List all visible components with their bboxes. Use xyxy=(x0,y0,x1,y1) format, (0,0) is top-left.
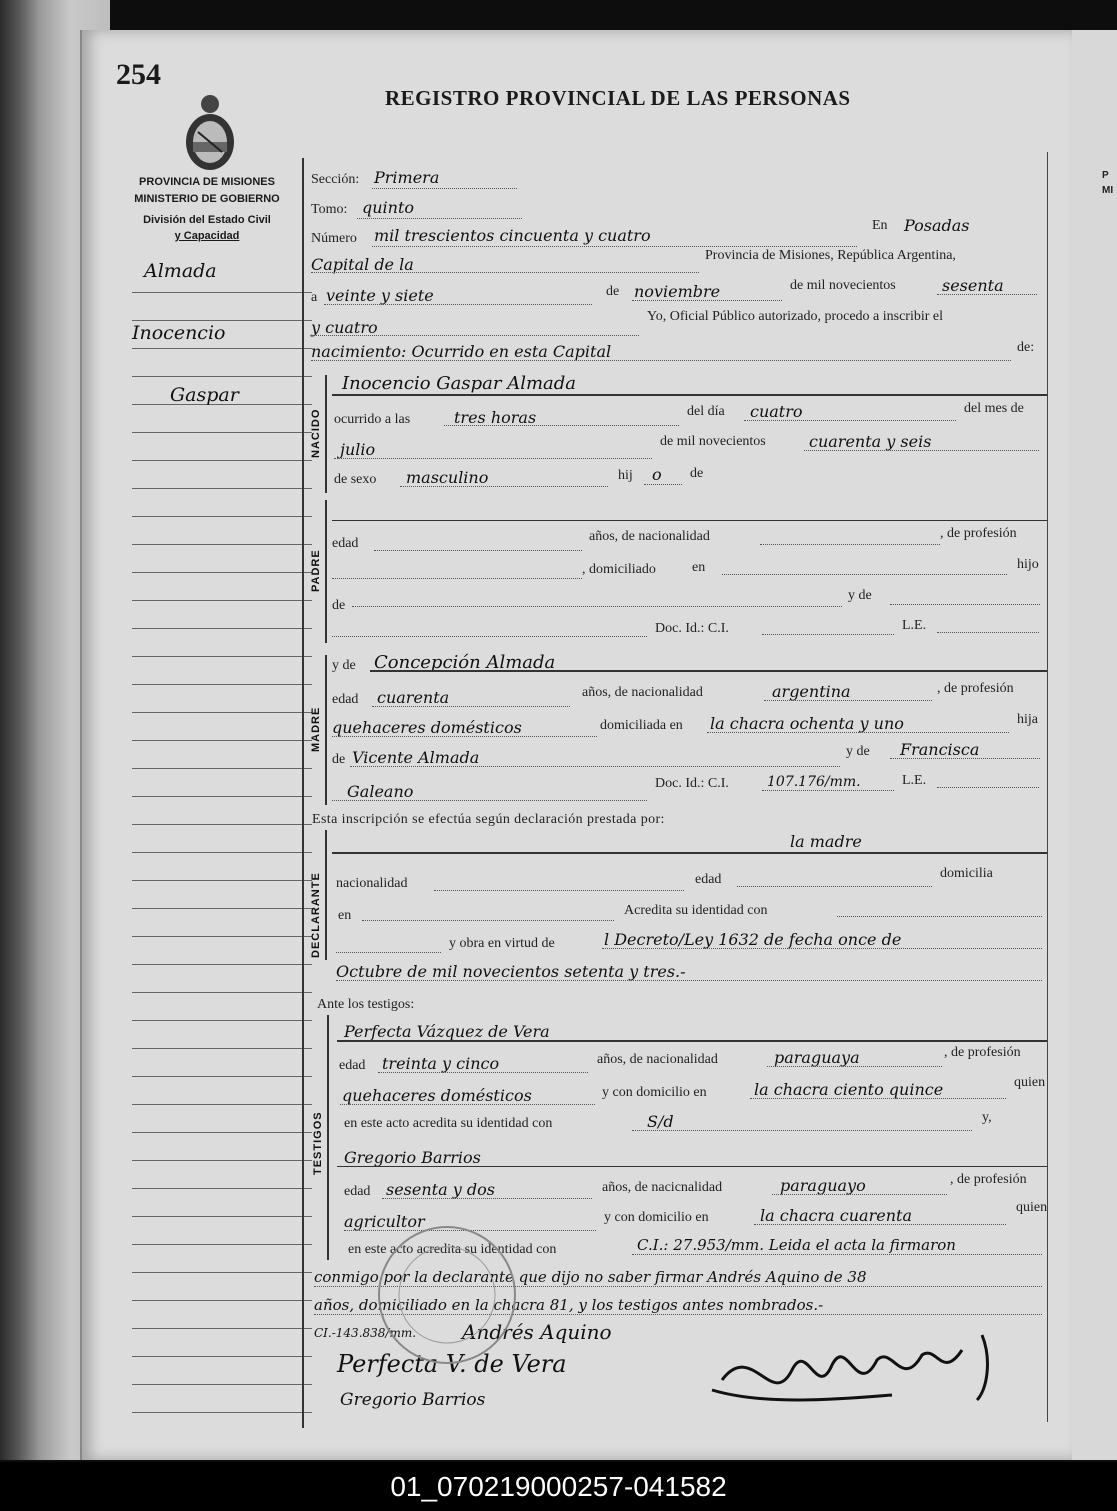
day-value: veinte y siete xyxy=(326,286,434,305)
division-heading: División del Estado Civil xyxy=(143,214,271,226)
declarante-virtud-value: l Decreto/Ley 1632 de fecha once de xyxy=(604,930,902,949)
day-label: del día xyxy=(687,404,725,419)
seccion-label: Sección: xyxy=(311,172,360,187)
witness2-nacionalidad-label: años, de nacicnalidad xyxy=(602,1180,723,1195)
hour-label: ocurrido a las xyxy=(334,412,411,427)
year-value-2: y cuatro xyxy=(311,318,378,337)
seccion-value: Primera xyxy=(374,168,440,187)
declarante-intro: Esta inscripción se efectúa según declaración prestada por: xyxy=(312,812,665,827)
witness1-domicilio-label: y con domicilio en xyxy=(602,1085,707,1100)
declarante-en-label: en xyxy=(338,908,352,923)
testigos-intro: Ante los testigos: xyxy=(317,997,415,1012)
nacido-name: Inocencio Gaspar Almada xyxy=(342,373,576,394)
padre-domicilio-label: , domiciliado xyxy=(582,562,656,577)
witness2-profesion-label: , de profesión xyxy=(950,1172,1027,1187)
madre-doc-value: 107.176/mm. xyxy=(767,774,861,790)
nacido-section-label: NACIDO xyxy=(310,408,322,458)
closing-line-2: años, domiciliado en la chacra 81, y los testigos antes nombrados.- xyxy=(314,1296,824,1314)
witness2-domicilio-label: y con domicilio en xyxy=(604,1210,709,1225)
place-value: Capital de la xyxy=(311,255,414,274)
madre-name: Concepción Almada xyxy=(374,652,556,673)
tomo-label: Tomo: xyxy=(311,202,348,217)
hijo-de-label: de xyxy=(690,466,704,481)
month-label: del mes de xyxy=(964,401,1024,416)
witness1-profesion-value: quehaceres domésticos xyxy=(342,1086,532,1105)
margin-first-name: Inocencio xyxy=(132,322,226,344)
madre-edad-label: edad xyxy=(332,692,359,707)
witness1-nacionalidad-value: paraguaya xyxy=(774,1048,860,1067)
witness2-edad-value: sesenta y dos xyxy=(386,1180,495,1199)
madre-yde-label: y de xyxy=(332,658,356,673)
ministry-heading: MINISTERIO DE GOBIERNO xyxy=(134,193,280,205)
witness2-edad-label: edad xyxy=(344,1184,371,1199)
witness1-doc-value: S/d xyxy=(647,1112,674,1131)
en-value: Posadas xyxy=(904,216,970,235)
madre-hija-label: hija xyxy=(1017,712,1038,727)
madre-mother-value-2: Galeano xyxy=(347,782,414,801)
right-border xyxy=(1047,152,1048,1422)
official-stamp-icon xyxy=(372,1220,522,1370)
margin-second-name: Gaspar xyxy=(170,384,239,406)
declarante-acredita-label: Acredita su identidad con xyxy=(624,903,768,918)
signature-perfecta: Perfecta V. de Vera xyxy=(337,1350,567,1378)
birth-month-value: julio xyxy=(340,440,376,459)
date-de-label: de xyxy=(606,284,620,299)
witness2-acredita-label: en este acto acredita su identidad con xyxy=(348,1242,557,1257)
closing-line-1: conmigo por la declarante que dijo no saber firmar Andrés Aquino de 38 xyxy=(314,1268,867,1286)
nacido-bracket xyxy=(325,375,327,493)
testigos-bracket xyxy=(327,1015,329,1260)
madre-mother-value: Francisca xyxy=(900,740,980,759)
numero-label: Número xyxy=(311,231,357,246)
witness1-quien-label: quien xyxy=(1014,1075,1046,1090)
sex-label: de sexo xyxy=(334,472,377,487)
signature-andres-aquino: Andrés Aquino xyxy=(462,1320,612,1344)
province-heading: PROVINCIA DE MISIONES xyxy=(139,176,275,188)
witness2-name: Gregorio Barrios xyxy=(344,1148,481,1167)
file-id-footer: 01_070219000257-041582 xyxy=(0,1462,1117,1511)
birth-year-value: cuarenta y seis xyxy=(809,432,932,451)
madre-father-value: Vicente Almada xyxy=(352,748,480,767)
page-title: REGISTRO PROVINCIAL DE LAS PERSONAS xyxy=(385,86,851,110)
testigos-section-label: TESTIGOS xyxy=(312,1111,324,1175)
madre-doc-label: Doc. Id.: C.I. xyxy=(655,776,729,791)
closing-line-3: CI.-143.838/mm. xyxy=(314,1326,417,1340)
sex-value: masculino xyxy=(406,468,489,487)
madre-profesion-label: , de profesión xyxy=(937,681,1014,696)
witness1-acredita-label: en este acto acredita su identidad con xyxy=(344,1116,553,1131)
year-prefix: de mil novecientos xyxy=(790,278,896,293)
column-divider xyxy=(302,158,304,1428)
padre-edad-label: edad xyxy=(332,536,359,551)
tomo-value: quinto xyxy=(362,198,415,217)
capacity-heading: y Capacidad xyxy=(174,230,240,242)
padre-yde-label: y de xyxy=(848,588,872,603)
coat-of-arms-icon xyxy=(182,92,238,172)
madre-domicilio-label: domiciliada en xyxy=(600,718,683,733)
declarante-virtud-value-2: Octubre de mil novecientos setenta y tres.- xyxy=(336,962,686,981)
birth-year-label: de mil novecientos xyxy=(660,434,766,449)
madre-domicilio-value: la chacra ochenta y uno xyxy=(710,714,904,733)
declarante-nacionalidad-label: nacionalidad xyxy=(336,876,408,891)
declarante-name: la madre xyxy=(790,832,862,851)
en-label: En xyxy=(872,218,888,233)
madre-yde2-label: y de xyxy=(846,744,870,759)
registry-page xyxy=(80,30,1072,1460)
province-text: Provincia de Misiones, República Argentina, xyxy=(705,248,956,263)
witness2-quien-label: quien xyxy=(1016,1200,1048,1215)
signature-gregorio: Gregorio Barrios xyxy=(340,1390,486,1410)
declarante-edad-label: edad xyxy=(695,872,722,887)
page-number: 254 xyxy=(116,58,161,91)
madre-section-label: MADRE xyxy=(310,706,322,752)
witness2-profesion-value: agricultor xyxy=(344,1212,425,1231)
declarante-domicilia-label: domicilia xyxy=(940,866,993,881)
padre-hijo-label: hijo xyxy=(1017,557,1039,572)
witness1-nacionalidad-label: años, de nacionalidad xyxy=(597,1052,718,1067)
act-value: nacimiento: Ocurrido en esta Capital xyxy=(311,342,612,361)
madre-le-label: L.E. xyxy=(902,773,927,788)
hijo-value: o xyxy=(652,465,662,484)
month-value: noviembre xyxy=(634,282,721,301)
declarante-virtud-label: y obra en virtud de xyxy=(449,936,555,951)
witness1-name: Perfecta Vázquez de Vera xyxy=(344,1022,550,1041)
witness1-edad-label: edad xyxy=(339,1058,366,1073)
witness1-edad-value: treinta y cinco xyxy=(382,1054,500,1073)
padre-nacionalidad-label: años, de nacionalidad xyxy=(589,529,710,544)
padre-en-label: en xyxy=(692,560,706,575)
margin-surname: Almada xyxy=(144,260,217,282)
officer-text: Yo, Oficial Público autorizado, procedo a inscribir el xyxy=(647,309,944,324)
declarante-section-label: DECLARANTE xyxy=(310,872,322,958)
hijo-label: hij xyxy=(618,468,633,483)
padre-doc-label: Doc. Id.: C.I. xyxy=(655,621,729,636)
witness1-profesion-label: , de profesión xyxy=(944,1045,1021,1060)
adjacent-page: P MI xyxy=(1072,30,1117,1460)
madre-nacionalidad-label: años, de nacionalidad xyxy=(582,685,703,700)
madre-bracket xyxy=(325,655,327,805)
madre-profesion-value: quehaceres domésticos xyxy=(332,718,522,737)
padre-le-label: L.E. xyxy=(902,618,927,633)
padre-bracket xyxy=(325,500,327,643)
witness2-doc-value: C.I.: 27.953/mm. Leida el acta la firmaron xyxy=(637,1236,956,1254)
padre-profesion-label: , de profesión xyxy=(940,526,1017,541)
declarante-bracket xyxy=(325,830,327,960)
de-colon-label: de: xyxy=(1017,340,1035,355)
witness2-domicilio-value: la chacra cuarenta xyxy=(760,1206,912,1225)
witness1-domicilio-value: la chacra ciento quince xyxy=(754,1080,944,1099)
padre-section-label: PADRE xyxy=(310,549,322,592)
witness2-nacionalidad-value: paraguayo xyxy=(780,1176,866,1195)
hour-value: tres horas xyxy=(454,408,537,427)
madre-nacionalidad-value: argentina xyxy=(772,682,851,701)
official-signature-icon xyxy=(682,1320,1012,1430)
madre-edad-value: cuarenta xyxy=(377,688,450,707)
birth-day-value: cuatro xyxy=(750,402,803,421)
padre-de-label: de xyxy=(332,598,346,613)
year-value: sesenta xyxy=(942,276,1004,295)
date-a-label: a xyxy=(311,290,318,305)
witness1-y-label: y, xyxy=(982,1110,992,1125)
numero-value: mil trescientos cincuenta y cuatro xyxy=(374,226,651,245)
madre-de-label: de xyxy=(332,752,346,767)
